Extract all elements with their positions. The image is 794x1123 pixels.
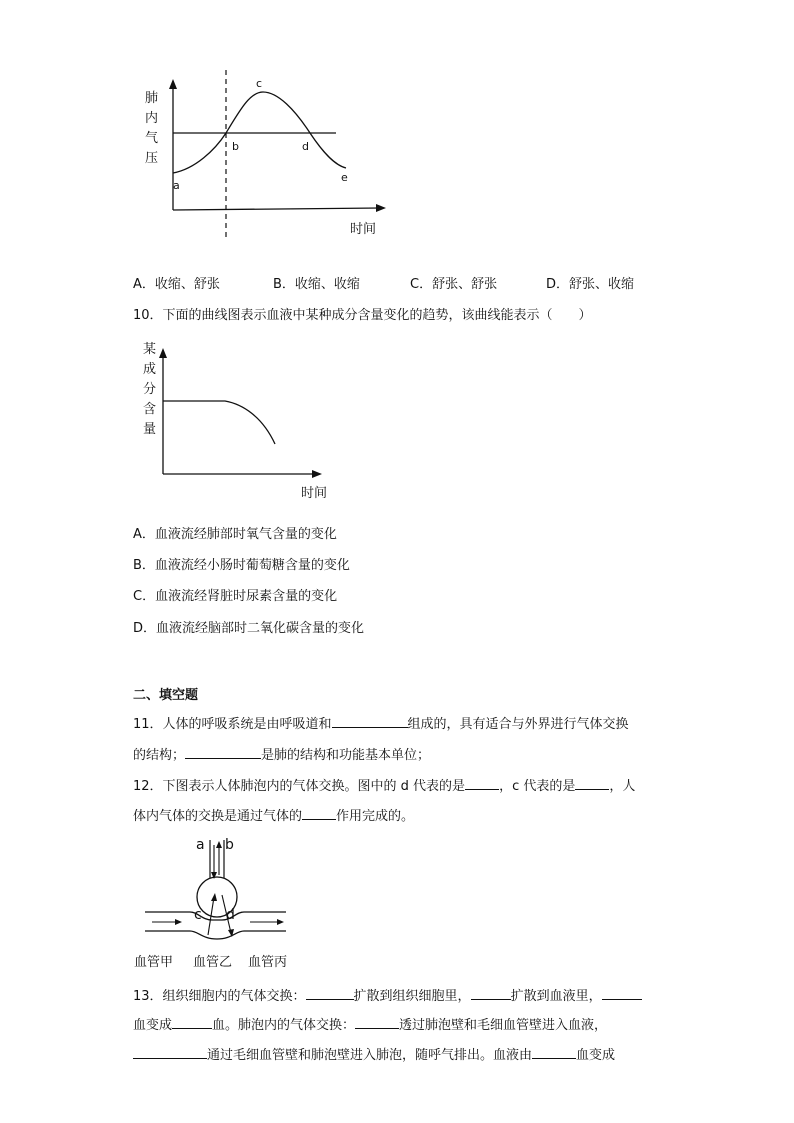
vessel-label-yi: 血管乙 bbox=[193, 955, 233, 970]
alveolus-figure bbox=[134, 835, 305, 975]
y-label-char: 肺 bbox=[145, 91, 159, 106]
q10-stem: 10．下面的曲线图表示血液中某种成分含量变化的趋势，该曲线能表示（ ） bbox=[133, 308, 592, 323]
q13-line-3 bbox=[133, 1045, 615, 1065]
section-title: 二、填空题 bbox=[133, 688, 199, 703]
y-label-char: 某 bbox=[143, 342, 157, 357]
lung-pressure-figure bbox=[130, 65, 410, 250]
q10-option-d[interactable]: D．血液流经脑部时二氧化碳含量的变化 bbox=[133, 621, 365, 636]
x-axis-label: 时间 bbox=[301, 486, 328, 501]
y-axis-arrow bbox=[159, 348, 167, 358]
q11-text: 是肺的结构和功能基本单位； bbox=[261, 748, 431, 763]
label-d: d bbox=[226, 907, 235, 923]
y-label-char: 内 bbox=[145, 111, 159, 126]
q10-option-a[interactable]: A．血液流经肺部时氧气含量的变化 bbox=[133, 527, 337, 542]
q13-text: 扩散到血液里， bbox=[510, 989, 602, 1004]
q10-option-b[interactable]: B．血液流经小肠时葡萄糖含量的变化 bbox=[133, 558, 350, 573]
label-a: a bbox=[196, 837, 205, 853]
q9-option-c[interactable]: C．舒张、舒张 bbox=[410, 277, 498, 292]
point-b: b bbox=[232, 140, 239, 153]
q11-text: 组成的，具有适合与外界进行气体交换 bbox=[407, 717, 629, 732]
q12-text: ，人 bbox=[609, 779, 636, 794]
q10-option-c[interactable]: C．血液流经肾脏时尿素含量的变化 bbox=[133, 589, 338, 604]
q9-option-a[interactable]: A．收缩、舒张 bbox=[133, 277, 220, 292]
q11-line-2 bbox=[133, 745, 430, 765]
q13-blank-3[interactable] bbox=[602, 986, 642, 1000]
q12-text: 体内气体的交换是通过气体的 bbox=[133, 809, 303, 824]
arrow-b-head bbox=[216, 841, 222, 848]
q13-text: 透过肺泡壁和毛细血管壁进入血液， bbox=[399, 1018, 608, 1033]
q13-blank-5[interactable] bbox=[355, 1015, 399, 1029]
q13-blank-2[interactable] bbox=[471, 986, 511, 1000]
q13-text: 血变成 bbox=[133, 1018, 173, 1033]
q9-option-d[interactable]: D．舒张、收缩 bbox=[546, 277, 635, 292]
q12-text: 12．下图表示人体肺泡内的气体交换。图中的 d 代表的是 bbox=[133, 779, 466, 794]
x-axis-arrow bbox=[376, 204, 386, 212]
y-label-char: 含 bbox=[143, 402, 157, 417]
vessel-label-bing: 血管丙 bbox=[248, 955, 288, 970]
x-axis-label: 时间 bbox=[350, 222, 377, 237]
flow-arrow-left-head bbox=[175, 919, 182, 925]
q12-line-2 bbox=[133, 806, 414, 826]
label-b: b bbox=[225, 837, 234, 853]
flow-arrow-right-head bbox=[277, 919, 284, 925]
y-label-char: 压 bbox=[145, 151, 159, 166]
point-c: c bbox=[256, 77, 263, 90]
content-curve bbox=[163, 401, 275, 444]
y-label-char: 量 bbox=[143, 422, 157, 437]
q12-text: 作用完成的。 bbox=[336, 809, 415, 824]
vessel-label-jia: 血管甲 bbox=[134, 955, 174, 970]
point-e: e bbox=[341, 171, 348, 184]
q11-text: 的结构； bbox=[133, 748, 186, 763]
q13-text: 通过毛细血管壁和肺泡壁进入肺泡，随呼气排出。血液由 bbox=[207, 1048, 533, 1063]
vessel-lower-wall bbox=[145, 931, 286, 939]
q13-text: 血。肺泡内的气体交换： bbox=[212, 1018, 356, 1033]
q12-line-1 bbox=[133, 776, 635, 796]
q9-option-b[interactable]: B．收缩、收缩 bbox=[273, 277, 360, 292]
x-axis-arrow bbox=[312, 470, 322, 478]
q13-text: 扩散到组织细胞里， bbox=[353, 989, 471, 1004]
q11-text: 11．人体的呼吸系统是由呼吸道和 bbox=[133, 717, 332, 732]
q12-blank-c[interactable] bbox=[575, 776, 609, 790]
q13-line-1 bbox=[133, 986, 642, 1006]
q13-blank-1[interactable] bbox=[306, 986, 354, 1000]
point-a: a bbox=[173, 179, 180, 192]
q13-text: 13．组织细胞内的气体交换： bbox=[133, 989, 306, 1004]
y-label-char: 成 bbox=[143, 362, 157, 377]
point-d: d bbox=[302, 140, 309, 153]
q13-blank-7[interactable] bbox=[532, 1045, 576, 1059]
blood-content-figure bbox=[130, 336, 350, 506]
x-axis bbox=[173, 208, 380, 210]
q12-blank-d[interactable] bbox=[465, 776, 499, 790]
q11-blank-1[interactable] bbox=[332, 714, 408, 728]
q11-line-1 bbox=[133, 714, 629, 734]
label-c: c bbox=[194, 907, 202, 923]
y-label-char: 分 bbox=[143, 382, 157, 397]
q11-blank-2[interactable] bbox=[185, 745, 261, 759]
y-axis-arrow bbox=[169, 79, 177, 89]
q12-text: ，c 代表的是 bbox=[499, 779, 576, 794]
q12-blank-3[interactable] bbox=[302, 806, 336, 820]
q13-line-2 bbox=[133, 1015, 607, 1035]
q13-blank-6[interactable] bbox=[133, 1045, 207, 1059]
y-label-char: 气 bbox=[145, 131, 159, 146]
q13-text: 血变成 bbox=[576, 1048, 616, 1063]
q13-blank-4[interactable] bbox=[172, 1015, 212, 1029]
